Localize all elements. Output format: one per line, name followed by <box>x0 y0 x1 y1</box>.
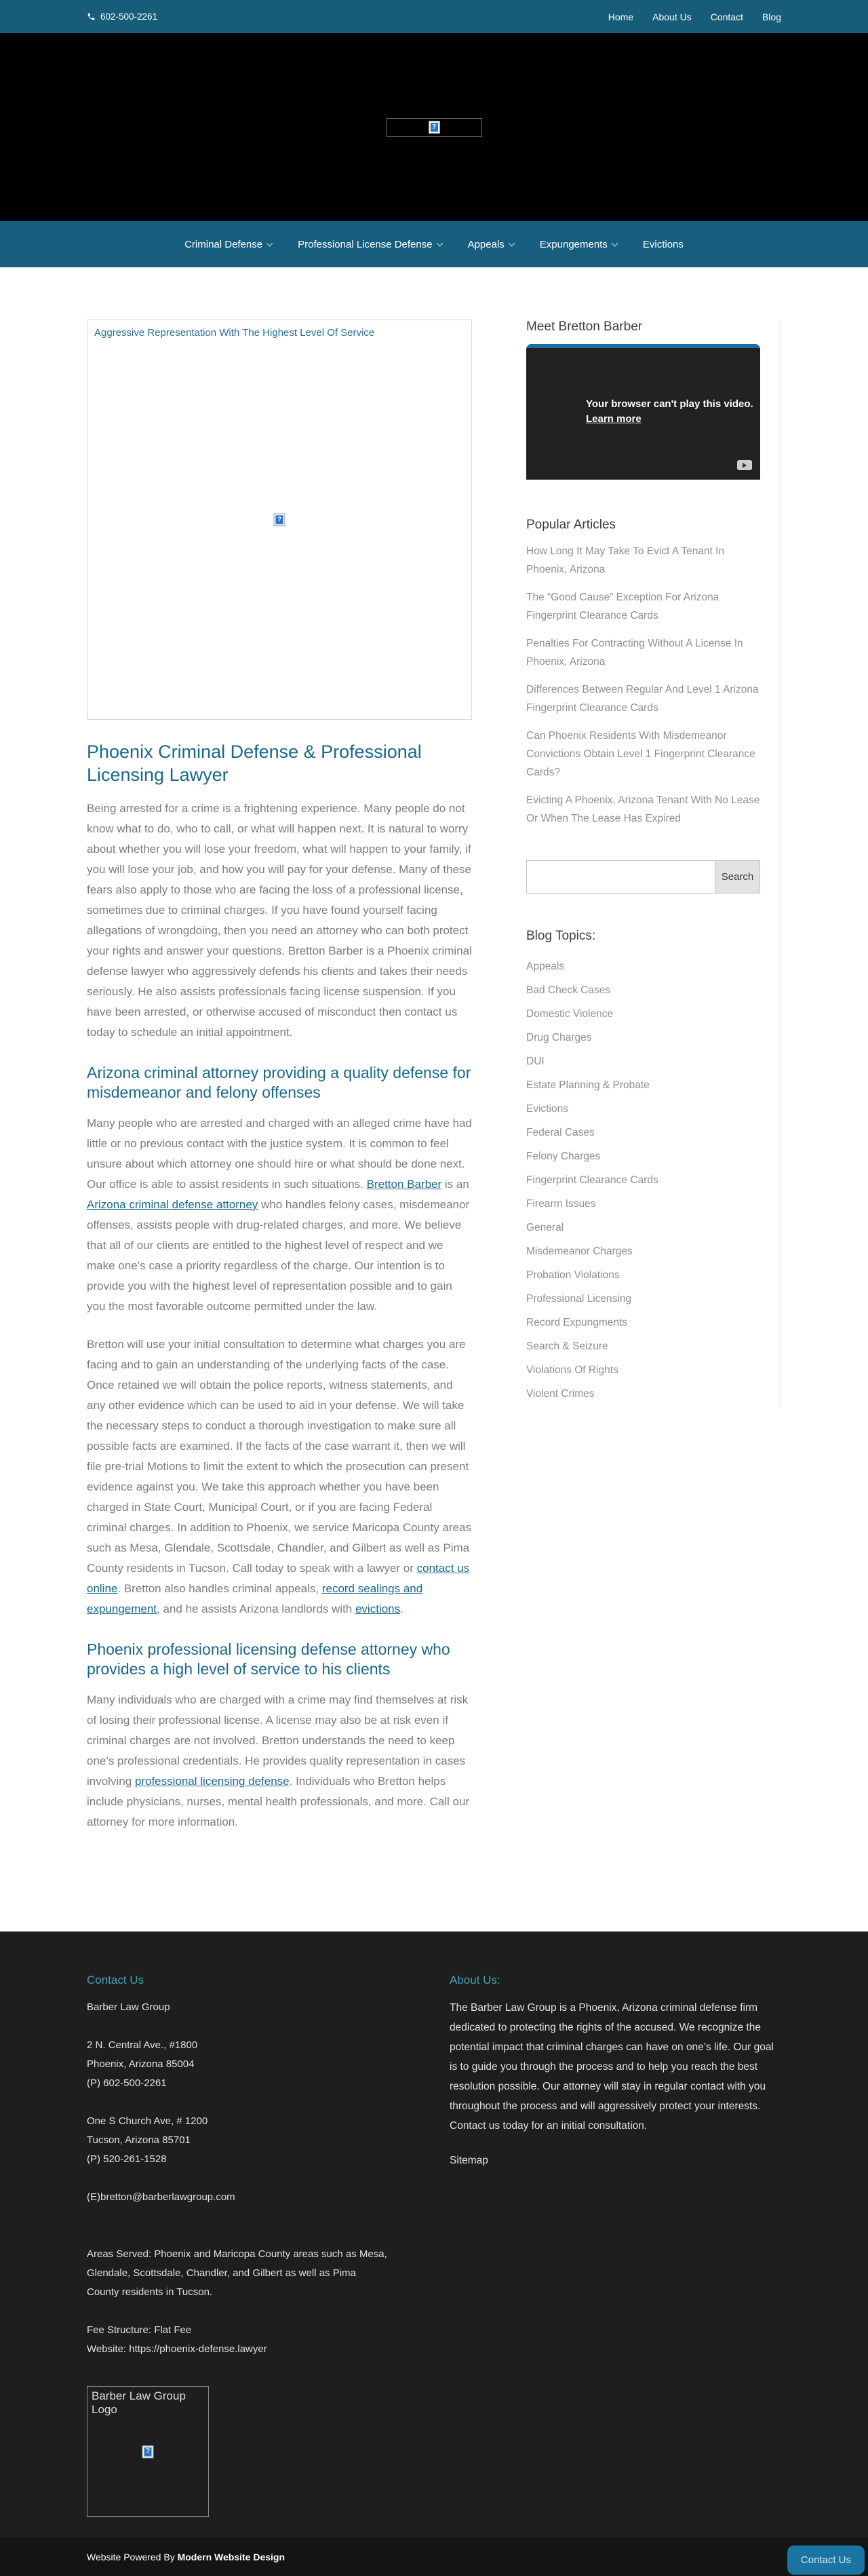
intro-paragraph: Being arrested for a crime is a frightening experience. Many people do not know what to do, who to call, or what will happen next. It is natural to worry about whether you will lose your freedom, what will happen to your family, if you will lose your job, and how you will pay for your defense. Many of these fears also apply to those who are facing the loss of a professional license, sometimes due to criminal charges. If you have found yourself facing allegations of wrongdoing, then you need an attorney who can both protect your rights and answer your questions. Bretton Barber is a Phoenix criminal defense lawyer who aggressively defends his clients and takes their needs seriously. He also assists professionals facing license suspension. If you have been arrested, or otherwise accused of misconduct then contact us today to schedule an initial appointment. <box>87 802 472 1039</box>
footer-address-line: One S Church Ave, # 1200 <box>87 2115 208 2127</box>
section-heading-criminal-attorney: Arizona criminal attorney providing a quality defense for misdemeanor and felony offenses <box>87 1064 471 1101</box>
nav-label: Expungements <box>539 238 608 250</box>
link-bretton-barber[interactable]: Bretton Barber <box>366 1178 442 1191</box>
sidebar <box>526 320 781 1406</box>
search-button[interactable]: Search <box>715 860 760 893</box>
video-error-text: Your browser can't play this video. <box>586 398 753 410</box>
footer-contact-column <box>87 1974 389 2517</box>
topic-link-drug-charges[interactable]: Drug Charges <box>526 1032 592 1043</box>
topic-link-dui[interactable]: DUI <box>526 1056 545 1067</box>
footer-phone-line: (P) 520-261-1528 <box>87 2153 167 2165</box>
text-segment: is an <box>441 1178 469 1191</box>
nav-item-expungements[interactable] <box>540 239 617 250</box>
topic-list-item <box>526 1121 760 1145</box>
article-list-item <box>526 634 760 671</box>
footer-website: Website: https://phoenix-defense.lawyer <box>87 2343 267 2355</box>
main-column <box>87 320 472 1850</box>
topic-link-general[interactable]: General <box>526 1222 564 1233</box>
footer-about-text: The Barber Law Group is a Phoenix, Arizona criminal defense firm dedicated to protecting the rights of the accused. We recognize the potential impact that criminal charges can have on one’s life. Our goal is to guide you through the process and to help you reach the best resolution possible. Our attorney will stay in regular contact with you throughout the process and will aggressively protect your interests. Contact us today for an initial consultation. <box>450 2002 774 2132</box>
topic-list-item <box>526 1002 760 1026</box>
phone-icon <box>87 12 96 21</box>
top-utility-bar <box>0 0 868 33</box>
top-nav-blog[interactable]: Blog <box>762 11 781 22</box>
nav-item-criminal-defense[interactable] <box>184 239 272 250</box>
broken-image-icon: ? <box>275 514 285 526</box>
chevron-down-icon <box>436 239 443 246</box>
search-input[interactable] <box>526 860 715 893</box>
topic-list-item <box>526 1382 760 1406</box>
text-segment: , and he assists Arizona landlords with <box>157 1602 355 1615</box>
article-list-item <box>526 791 760 828</box>
topic-list-item <box>526 955 760 978</box>
text-segment: . Bretton also handles criminal appeals, <box>117 1582 322 1595</box>
site-header <box>0 33 868 221</box>
footer-logo-broken-image <box>87 2386 209 2517</box>
topic-list-item <box>526 1073 760 1097</box>
chevron-down-icon <box>508 239 515 246</box>
topic-link-violations-of-rights[interactable]: Violations Of Rights <box>526 1364 618 1376</box>
nav-item-appeals[interactable] <box>468 239 514 250</box>
text-segment: . <box>400 1602 403 1615</box>
top-nav-contact[interactable]: Contact <box>710 11 743 22</box>
topic-list-item <box>526 1145 760 1168</box>
topic-list-item <box>526 1050 760 1073</box>
nav-label: Appeals <box>467 238 505 250</box>
phone-number-text: 602-500-2261 <box>100 12 158 22</box>
topic-link-federal-cases[interactable]: Federal Cases <box>526 1127 595 1138</box>
topic-link-misdemeanor-charges[interactable]: Misdemeanor Charges <box>526 1246 633 1257</box>
topic-link-appeals[interactable]: Appeals <box>526 961 565 972</box>
topic-list-item <box>526 1358 760 1382</box>
main-nav <box>0 221 868 267</box>
powered-by-text: Website Powered By <box>87 2551 178 2562</box>
footer-address-line: 2 N. Central Ave., #1800 <box>87 2039 198 2051</box>
topic-link-record-expungments[interactable]: Record Expungments <box>526 1317 628 1328</box>
topic-list-item <box>526 1239 760 1263</box>
site-footer <box>0 1931 868 2537</box>
consultation-paragraph <box>87 1334 472 1619</box>
blog-topics-list <box>526 955 760 1406</box>
topic-list-item <box>526 1216 760 1239</box>
video-progress-strip <box>526 344 760 348</box>
hero-broken-image <box>87 320 472 720</box>
footer-address-line: Tucson, Arizona 85701 <box>87 2134 191 2146</box>
topic-list-item <box>526 1311 760 1334</box>
search-form <box>526 860 760 893</box>
hero-image-alt-text: Aggressive Representation With The Highest Level Of Service <box>94 327 375 339</box>
topic-list-item <box>526 978 760 1002</box>
footer-firm-name: Barber Law Group <box>87 2001 170 2013</box>
topic-list-item <box>526 1097 760 1121</box>
text-segment: Many individuals who are charged with a crime may find themselves at risk of losing their professional license. A license may also be at risk even if criminal charges are not involved. Bretton understands the need to keep one’s professional credentials. He provides quality representation in cases involving <box>87 1693 469 1788</box>
chevron-down-icon <box>611 239 618 246</box>
article-link[interactable]: The “Good Cause” Exception For Arizona Fingerprint Clearance Cards <box>526 592 719 621</box>
video-player[interactable] <box>526 344 760 480</box>
topic-link-estate-planning[interactable]: Estate Planning & Probate <box>526 1079 650 1091</box>
section-heading-licensing-defense: Phoenix professional licensing defense attorney who provides a high level of service to his clients <box>87 1640 450 1678</box>
article-link[interactable]: How Long It May Take To Evict A Tenant In Phoenix, Arizona <box>526 545 725 575</box>
footer-contact-heading: Contact Us <box>87 1974 144 1986</box>
popular-articles-heading: Popular Articles <box>526 518 616 532</box>
topic-list-item <box>526 1192 760 1216</box>
broken-image-icon: ? <box>429 121 439 133</box>
footer-phone-line: (P) 602-500-2261 <box>87 2077 167 2089</box>
link-record-sealings-expungement[interactable]: record sealings and expungement <box>87 1582 423 1615</box>
article-link[interactable]: Differences Between Regular And Level 1 Arizona Fingerprint Clearance Cards <box>526 684 759 714</box>
article-list-item <box>526 588 760 625</box>
top-nav-about[interactable]: About Us <box>652 11 692 22</box>
topic-link-probation-violations[interactable]: Probation Violations <box>526 1269 620 1281</box>
article-list-item <box>526 680 760 717</box>
floating-contact-us-button[interactable]: Contact Us <box>787 2545 865 2575</box>
topic-list-item <box>526 1334 760 1358</box>
topic-link-bad-check-cases[interactable]: Bad Check Cases <box>526 984 611 996</box>
topic-list-item <box>526 1287 760 1311</box>
nav-item-professional-license-defense[interactable] <box>298 239 441 250</box>
link-evictions[interactable]: evictions <box>355 1602 401 1615</box>
topic-link-felony-charges[interactable]: Felony Charges <box>526 1151 601 1162</box>
sitemap-link[interactable]: Sitemap <box>450 2155 488 2166</box>
video-error-message <box>586 397 753 427</box>
video-heading: Meet Bretton Barber <box>526 320 643 334</box>
nav-item-evictions[interactable] <box>643 239 684 250</box>
topic-link-fingerprint-clearance-cards[interactable]: Fingerprint Clearance Cards <box>526 1174 658 1186</box>
article-list-item <box>526 542 760 579</box>
phone-number[interactable] <box>87 12 157 22</box>
criminal-attorney-paragraph <box>87 1113 472 1317</box>
link-arizona-criminal-defense-attorney[interactable]: Arizona criminal defense attorney <box>87 1198 258 1211</box>
footer-logo-alt-text: Barber Law Group Logo <box>92 2389 186 2416</box>
licensing-paragraph <box>87 1690 472 1832</box>
article-link[interactable]: Evicting A Phoenix, Arizona Tenant With No Lease Or When The Lease Has Expired <box>526 794 760 824</box>
text-segment: . Individuals who Bretton helps include physicians, nurses, mental health professionals, and more. Call our attorney for more information. <box>87 1775 470 1828</box>
topic-link-firearm-issues[interactable]: Firearm Issues <box>526 1198 596 1210</box>
link-professional-licensing-defense[interactable]: professional licensing defense <box>134 1775 290 1788</box>
bottom-credit-bar <box>0 2537 868 2576</box>
video-learn-more-link[interactable]: Learn more <box>586 413 642 425</box>
nav-label: Evictions <box>642 238 684 250</box>
nav-label: Criminal Defense <box>184 238 263 250</box>
article-link[interactable]: Penalties For Contracting Without A License In Phoenix, Arizona <box>526 638 743 668</box>
blog-topics-heading: Blog Topics: <box>526 929 596 943</box>
content-area <box>87 267 781 1850</box>
popular-articles-list <box>526 542 760 828</box>
link-contact-us-online[interactable]: contact us online <box>87 1562 470 1595</box>
footer-address-line: Phoenix, Arizona 85004 <box>87 2058 195 2070</box>
footer-about-column <box>450 1974 781 2517</box>
footer-about-heading: About Us: <box>450 1974 500 1986</box>
nav-label: Professional License Defense <box>298 238 433 250</box>
footer-fee-structure: Fee Structure: Flat Fee <box>87 2324 192 2336</box>
chevron-down-icon <box>267 239 273 246</box>
broken-image-icon: ? <box>143 2446 153 2457</box>
footer-areas-served: Areas Served: Phoenix and Maricopa County areas such as Mesa, Glendale, Scottsdale, Chandler, and Gilbert as well as Pima County residents in Tucson. <box>87 2248 387 2298</box>
powered-by-brand[interactable]: Modern Website Design <box>177 2551 285 2562</box>
page-title: Phoenix Criminal Defense & Professional Licensing Lawyer <box>87 742 422 785</box>
article-link[interactable]: Can Phoenix Residents With Misdemeanor Convictions Obtain Level 1 Fingerprint Clearance Cards? <box>526 730 755 778</box>
topic-list-item <box>526 1168 760 1192</box>
footer-email: (E)bretton@barberlawgroup.com <box>87 2191 235 2203</box>
topic-list-item <box>526 1026 760 1050</box>
topic-link-evictions[interactable]: Evictions <box>526 1103 569 1115</box>
topic-link-search-seizure[interactable]: Search & Seizure <box>526 1341 608 1352</box>
topic-list-item <box>526 1263 760 1287</box>
article-list-item <box>526 727 760 782</box>
topic-link-violent-crimes[interactable]: Violent Crimes <box>526 1388 595 1400</box>
top-nav <box>608 12 781 22</box>
text-segment: Many people who are arrested and charged with an alleged crime have had little or no previous contact with the justice system. It is common to feel unsure about which attorney one should hire or what should be done next. Our office is able to assist residents in such situations. <box>87 1117 472 1191</box>
text-segment: who handles felony cases, misdemeanor offenses, assists people with drug-related charges, and more. We believe that all of our clients are entitled to the highest level of respect and we make one’s case a priority regardless of the charge. Our intention is to provide you with the highest level of representation possible and to gain you the most favorable outcome permitted under the law. <box>87 1198 470 1313</box>
text-segment: Bretton will use your initial consultation to determine what charges you are facing and to gain an understanding of the underlying facts of the case. Once retained we will obtain the police reports, witness statements, and any other evidence which can be used to aid in your defense. We will take the necessary steps to conduct a thorough investigation to make sure all possible facts are examined. If the facts of the case warrant it, then we will file pre-trial Motions to limit the extent to which the prosecution can present evidence against you. We take this approach whether you have been charged in State Court, Municipal Court, or if you are facing Federal criminal charges. In addition to Phoenix, we service Maricopa County areas such as Mesa, Glendale, Scottsdale, Chandler, and Gilbert as well as Pima County residents in Tucson. Call today to speak with a lawyer or <box>87 1338 471 1575</box>
play-button-icon[interactable] <box>737 460 752 470</box>
site-logo-broken-image[interactable] <box>387 118 482 137</box>
topic-link-professional-licensing[interactable]: Professional Licensing <box>526 1293 632 1305</box>
top-nav-home[interactable]: Home <box>608 11 634 22</box>
topic-link-domestic-violence[interactable]: Domestic Violence <box>526 1008 614 1020</box>
